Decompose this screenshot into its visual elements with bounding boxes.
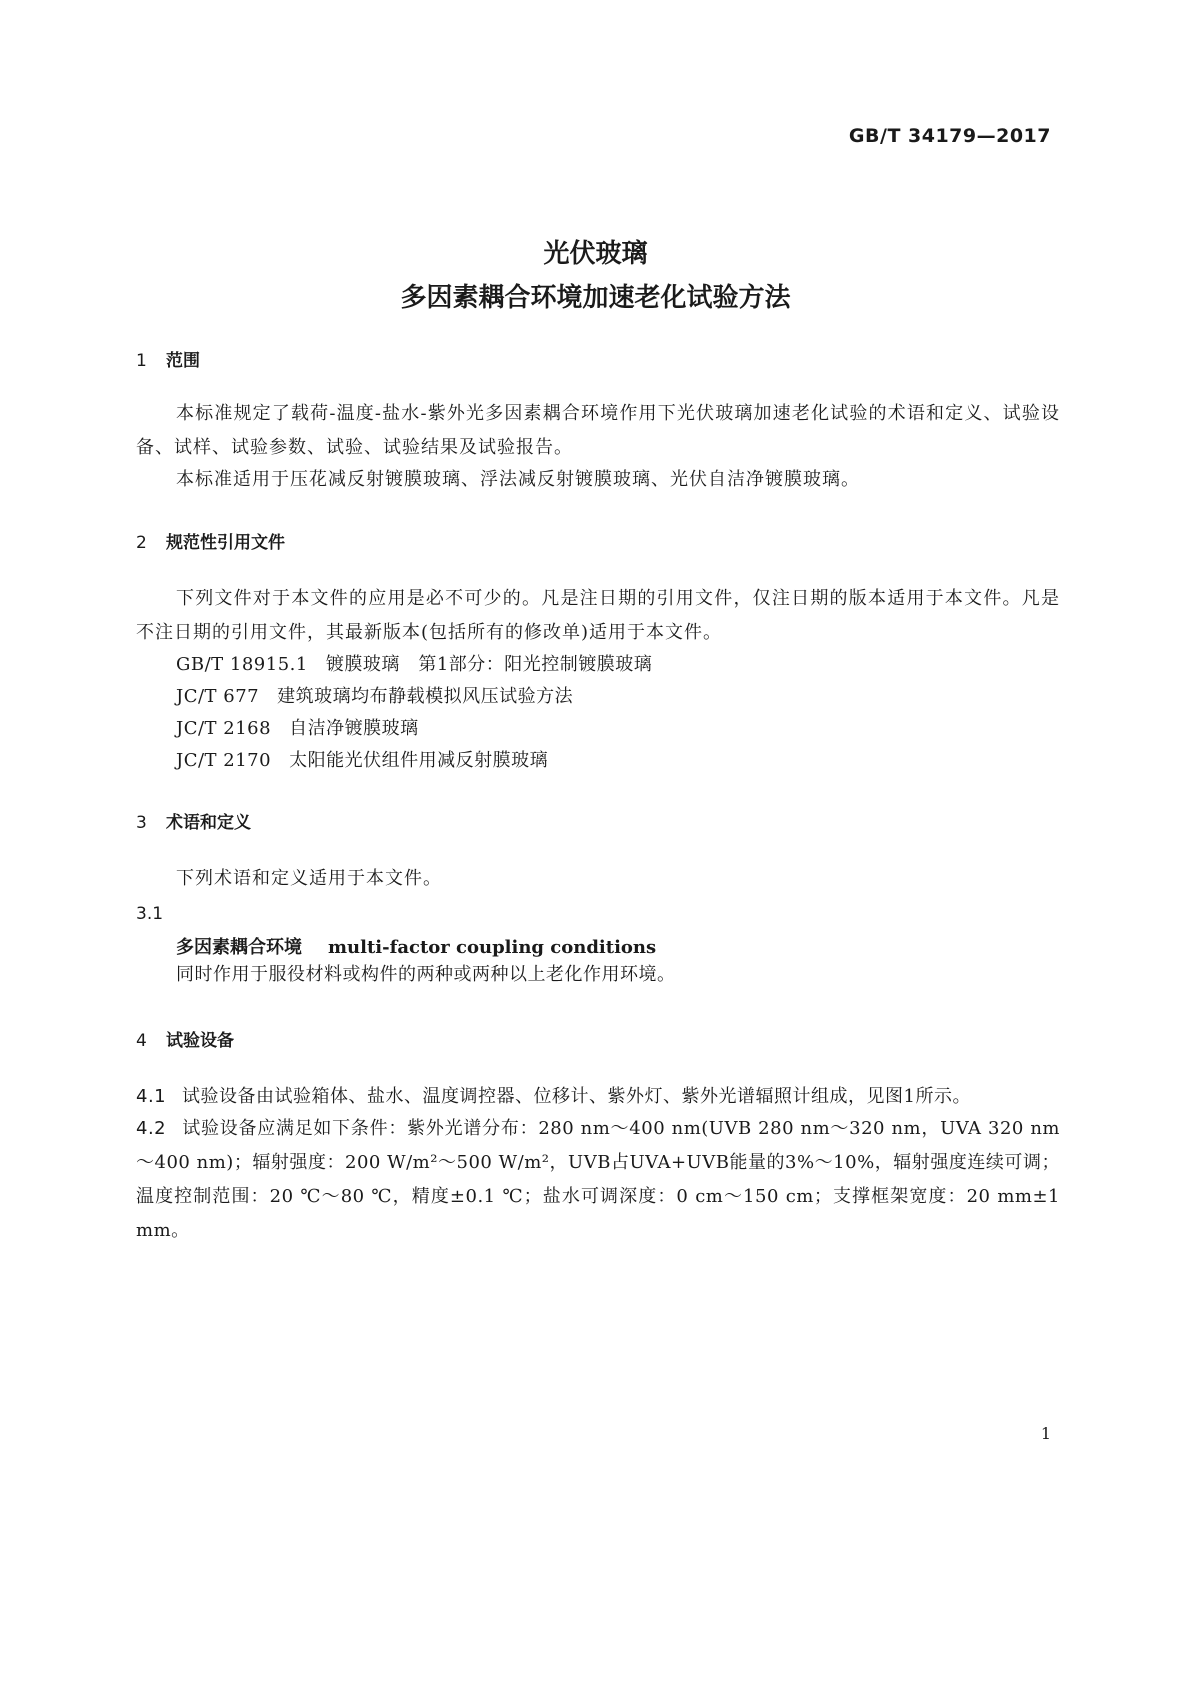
section-number: 4 [136,1031,147,1051]
section-title: 试验设备 [166,1031,234,1051]
section-title: 范围 [166,351,200,371]
term-number: 3.1 [136,904,164,924]
paragraph: 本标准适用于压花减反射镀膜玻璃、浮法减反射镀膜玻璃、光伏自洁净镀膜玻璃。 [176,469,860,490]
term-chinese: 多因素耦合环境 [176,937,302,958]
normative-reference [176,712,419,746]
clause-number: 4.1 [136,1086,167,1107]
clause-number: 4.2 [136,1118,167,1139]
term-definition: 同时作用于服役材料或构件的两种或两种以上老化作用环境。 [176,964,676,985]
term-entry [176,933,656,959]
paragraph: 下列术语和定义适用于本文件。 [176,868,442,889]
reference-title: 建筑玻璃均布静载模拟风压试验方法 [277,686,574,707]
clause-4-2 [136,1112,1060,1248]
reference-code: JC/T 677 [176,686,260,707]
reference-code: GB/T 18915.1 [176,654,308,675]
reference-title: 镀膜玻璃 第1部分：阳光控制镀膜玻璃 [325,654,653,675]
section-number: 3 [136,813,147,833]
page-number: 1 [1040,1424,1051,1443]
section-heading-3 [136,808,251,833]
reference-code: JC/T 2168 [176,718,272,739]
reference-title: 自洁净镀膜玻璃 [289,718,419,739]
clause-4-1 [136,1080,1060,1114]
clause-text: 试验设备应满足如下条件：紫外光谱分布：280 nm～400 nm(UVB 280 nm～320 nm，UVA 320 nm～400 nm)；辐射强度：200 W/m²～500 W/m²，UVB占UVA+UVB能量的3%～10%，辐射强度连续可调；温度控制范围：20 ℃～80 ℃，精度±0.1 ℃；盐水可调深度：0 cm～150 cm；支撑框架宽度：20 mm±1 mm。 [136,1118,1060,1241]
section-title: 术语和定义 [166,813,251,833]
term-english: multi-factor coupling conditions [328,937,657,958]
normative-reference [176,680,573,714]
reference-code: JC/T 2170 [176,750,272,771]
section-heading-1 [136,346,200,371]
paragraph: 本标准规定了载荷-温度-盐水-紫外光多因素耦合环境作用下光伏玻璃加速老化试验的术语和定义、试验设备、试样、试验参数、试验、试验结果及试验报告。 [136,403,1060,458]
document-title [0,232,1191,320]
clause-text: 试验设备由试验箱体、盐水、温度调控器、位移计、紫外灯、紫外光谱辐照计组成，见图1所示。 [182,1086,971,1107]
paragraph: 下列文件对于本文件的应用是必不可少的。凡是注日期的引用文件，仅注日期的版本适用于本文件。凡是不注日期的引用文件，其最新版本(包括所有的修改单)适用于本文件。 [136,588,1060,643]
section-number: 1 [136,351,147,371]
normative-reference [176,744,548,778]
title-line-2: 多因素耦合环境加速老化试验方法 [400,283,791,313]
section-heading-2 [136,528,285,553]
section-number: 2 [136,533,147,553]
section-heading-4 [136,1026,234,1051]
normative-reference [176,648,652,682]
section-title: 规范性引用文件 [166,533,285,553]
title-line-1: 光伏玻璃 [543,239,648,269]
standard-number: GB/T 34179—2017 [848,125,1051,147]
reference-title: 太阳能光伏组件用减反射膜玻璃 [289,750,549,771]
